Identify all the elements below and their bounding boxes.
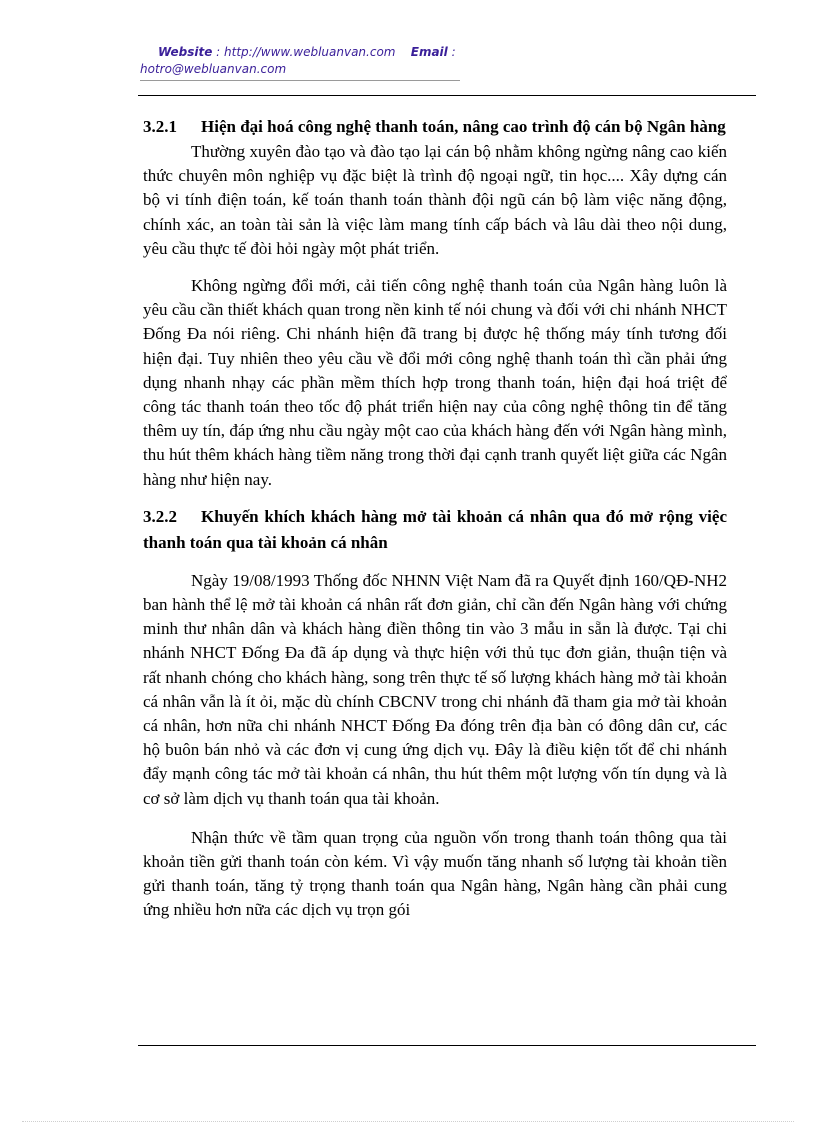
paragraph: Nhận thức về tầm quan trọng của nguồn vốn trong thanh toán thông qua tài khoản tiền gửi thanh toán còn kém. Vì vậy muốn tăng nhanh số lượng tài khoản tiền gửi thanh toán, tăng tỷ trọng thanh toán qua Ngân hàng, Ngân hàng cần phải cung ứng nhiều hơn nữa các dịch vụ trọn gói [143, 827, 727, 920]
document-body [143, 106, 727, 923]
section-number: 3.2.2 [143, 506, 177, 526]
section-title: Hiện đại hoá công nghệ thanh toán, nâng cao trình độ cán bộ Ngân hàng [201, 117, 726, 136]
paragraph: Thường xuyên đào tạo và đào tạo lại cán bộ nhằm không ngừng nâng cao kiến thức chuyên môn nghiệp vụ đặc biệt là trình độ ngoại ngữ, tin học.... Xây dựng cán bộ vi tính điện toán, kế toán thanh toán thành đội ngũ cán bộ làm việc năng động, chính xác, an toàn tài sản là việc làm mang tính cấp bách và lâu dài theo nội dung, yêu cầu thực tế đòi hỏi ngày một phát triển. [143, 142, 727, 258]
paragraph: Ngày 19/08/1993 Thống đốc NHNN Việt Nam đã ra Quyết định 160/QĐ-NH2 ban hành thể lệ mở tài khoản cá nhân rất đơn giản, chỉ cần đến Ngân hàng với chứng minh thư nhân dân và khách hàng điền thông tin vào 3 mẫu in sẵn là được. Tại chi nhánh NHCT Đống Đa đã áp dụng và thực hiện với thủ tục đơn giản, thuận tiện và rất nhanh chóng cho khách hàng, song trên thực tế số lượng khách hàng mở tài khoản cá nhân vẫn là ít ỏi, mặc dù chính CBCNV trong chi nhánh đã tham gia mở tài khoản cá nhân, hơn nữa chi nhánh NHCT Đống Đa đóng trên địa bàn có đông dân cư, các hộ buôn bán nhỏ và các đơn vị cung ứng dịch vụ. Đây là điều kiện tốt để chi nhánh đẩy mạnh công tác mở tài khoản cá nhân, thu hút thêm một lượng vốn tín dụng và là cơ sở làm dịch vụ thanh toán qua tài khoản. [143, 570, 727, 808]
top-rule [138, 95, 756, 96]
section-number: 3.2.1 [143, 117, 177, 136]
section-heading-3-2-2 [143, 504, 727, 556]
page-header [140, 44, 470, 78]
paragraph: Không ngừng đổi mới, cải tiến công nghệ thanh toán của Ngân hàng luôn là yêu cầu cần thiết khách quan trong nền kinh tế nói chung và đối với chi nhánh NHCT Đống Đa nói riêng. Chi nhánh hiện đã trang bị được hệ thống máy tính tương đối hiện đại. Tuy nhiên theo yêu cầu về đổi mới công nghệ thanh toán thì cần phải ứng dụng nhanh nhạy các phần mềm thích hợp trong thanh toán, hiện đại hoá triệt để công tác thanh toán theo tốc độ phát triển hiện nay của công nghệ thông tin để tăng thêm uy tín, đáp ứng nhu cầu ngày một cao của khách hàng đến với Ngân hàng mình, thu hút thêm khách hàng tiềm năng trong thời đại cạnh tranh quyết liệt giữa các Ngân hàng như hiện nay. [143, 276, 727, 489]
bottom-rule [138, 1045, 756, 1046]
header-line-2 [140, 61, 470, 78]
page-bottom-dotted-line [22, 1121, 794, 1122]
email-separator: : [451, 45, 456, 59]
website-label: Website [158, 45, 213, 59]
header-underline [140, 80, 460, 81]
section-title: Khuyến khích khách hàng mở tài khoản cá nhân qua đó mở rộng việc thanh toán qua tài khoản cá nhân [143, 506, 727, 552]
section-heading-3-2-1 [143, 114, 727, 140]
email-label: Email [410, 45, 448, 59]
header-line-1 [140, 44, 470, 61]
email-address[interactable]: hotro@webluanvan.com [140, 62, 287, 76]
website-url[interactable]: : http://www.webluanvan.com [216, 45, 396, 59]
